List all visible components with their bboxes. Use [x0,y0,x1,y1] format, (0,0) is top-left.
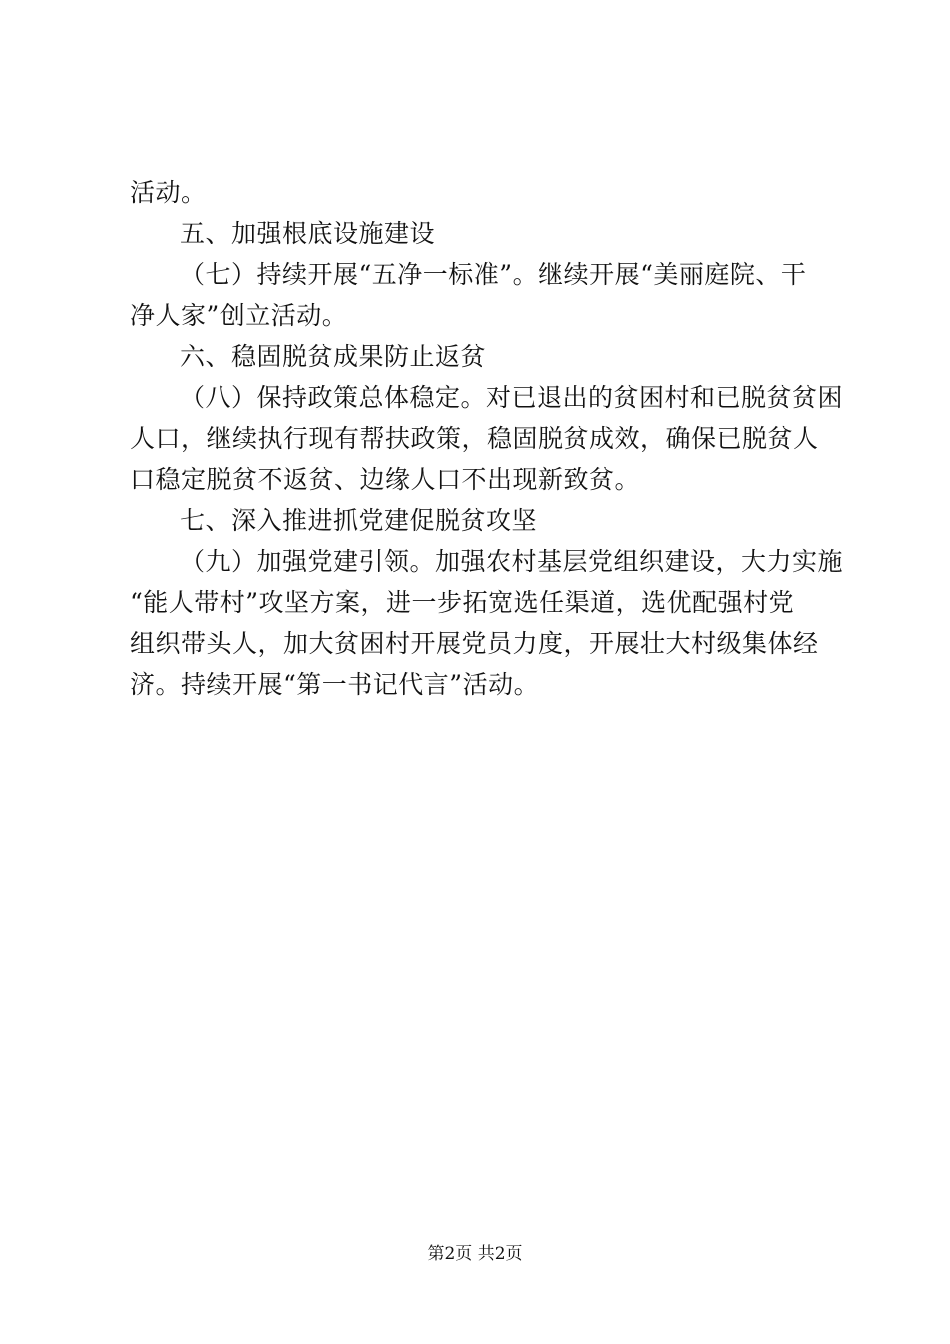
paragraph-7-line-2: 净人家”创立活动。 [130,301,348,330]
paragraph-7-line-1: （七）持续开展“五净一标准”。继续开展“美丽庭院、干 [180,260,807,289]
paragraph-8-line-3: 口稳定脱贫不返贫、边缘人口不出现新致贫。 [130,465,641,494]
paragraph-9-line-2: “能人带村”攻坚方案，进一步拓宽选任渠道，选优配强村党 [130,588,795,617]
page-number-footer: 第2页 共2页 [427,1244,523,1264]
paragraph-8-line-1: （八）保持政策总体稳定。对已退出的贫困村和已脱贫贫困 [180,383,844,412]
paragraph-9-line-1: （九）加强党建引领。加强农村基层党组织建设，大力实施 [180,547,844,576]
document-body [130,172,844,705]
paragraph-8-line-2: 人口，继续执行现有帮扶政策，稳固脱贫成效，确保已脱贫人 [130,424,819,453]
section-heading-7: 七、深入推进抓党建促脱贫攻坚 [180,506,538,535]
paragraph-9-line-4: 济。持续开展“第一书记代言”活动。 [130,670,540,699]
paragraph-continuation: 活动。 [130,178,207,207]
section-heading-5: 五、加强根底设施建设 [180,219,436,248]
section-heading-6: 六、稳固脱贫成果防止返贫 [180,342,487,371]
paragraph-9-line-3: 组织带头人，加大贫困村开展党员力度，开展壮大村级集体经 [130,629,819,658]
